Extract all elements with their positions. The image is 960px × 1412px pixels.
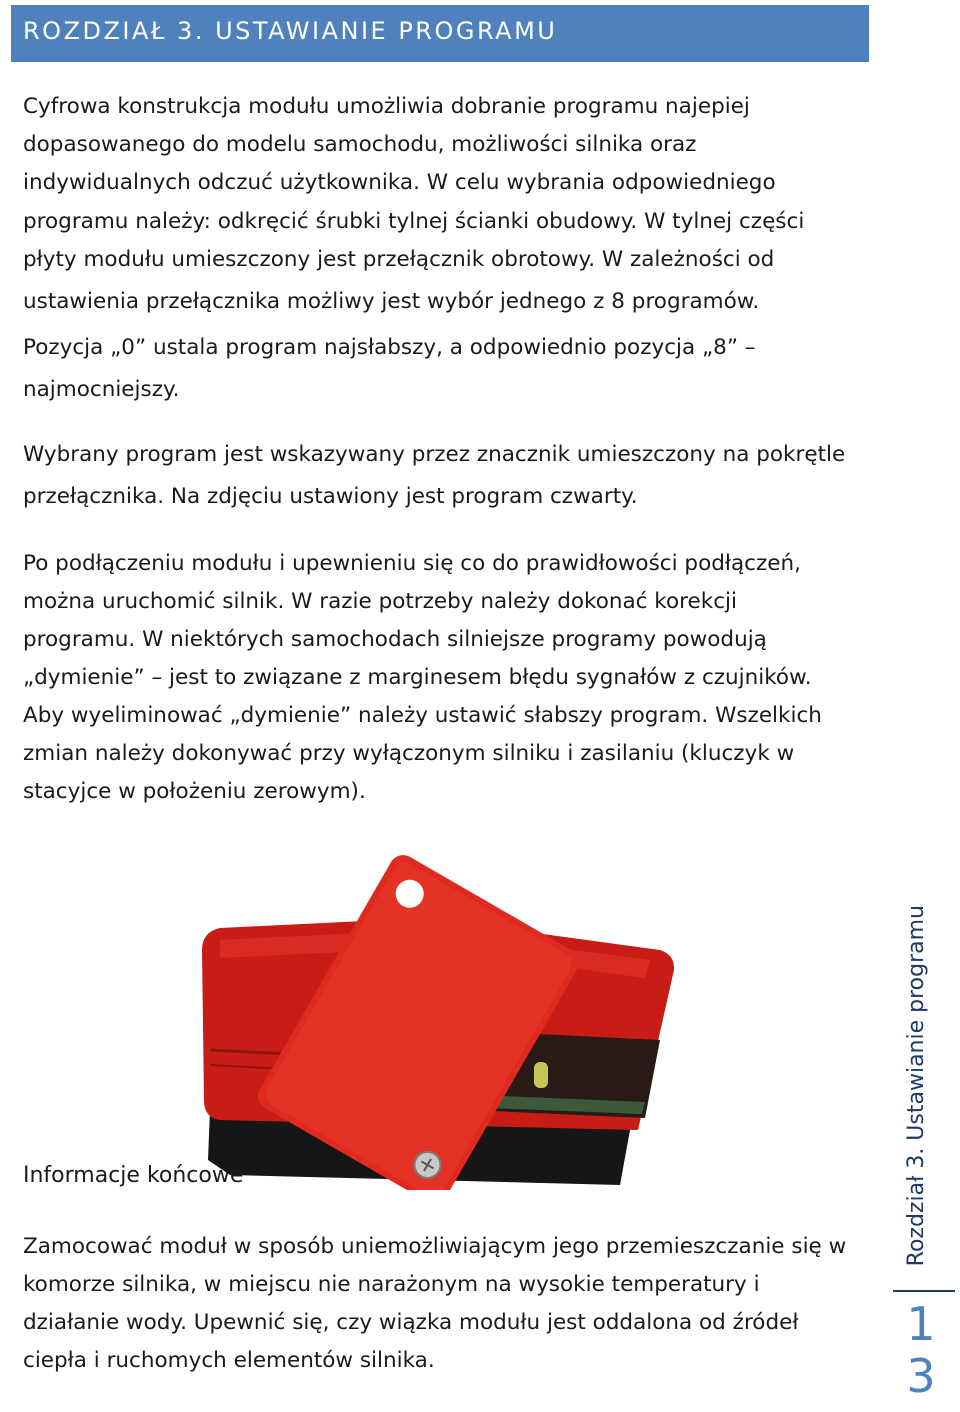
paragraph-correction: [23, 545, 864, 811]
page-number-digit: 1: [906, 1297, 936, 1351]
text-line: dopasowanego do modelu samochodu, możliwości silnika oraz: [23, 132, 697, 158]
text-line: indywidualnych odczuć użytkownika. W celu wybrania odpowiedniego: [23, 170, 776, 196]
section-heading-final-info: Informacje końcowe: [23, 1163, 244, 1188]
text-line: programu. W niektórych samochodach silniejsze programy powodują: [23, 627, 767, 652]
text-line: ustawienia przełącznika możliwy jest wybór jednego z 8 programów.: [23, 289, 760, 315]
text-line: ciepła i ruchomych elementów silnika.: [23, 1348, 435, 1373]
module-photo: [190, 800, 760, 1190]
paragraph-selected-program: [23, 434, 864, 518]
paragraph-program-selection: [23, 88, 864, 409]
text-line: Pozycja „0” ustala program najsłabszy, a odpowiednio pozycja „8” –: [23, 335, 756, 361]
text-line: działanie wody. Upewnić się, czy wiązka modułu jest oddalona od źródeł: [23, 1310, 799, 1335]
chapter-title: ROZDZIAŁ 3. USTAWIANIE PROGRAMU: [23, 17, 558, 45]
text-line: najmocniejszy.: [23, 377, 180, 403]
sidebar-chapter-label: Rozdział 3. Ustawianie programu: [904, 905, 929, 1267]
text-line: programu należy: odkręcić śrubki tylnej ścianki obudowy. W tylnej części: [23, 208, 805, 234]
text-line: Zamocować moduł w sposób uniemożliwiającym jego przemieszczanie się w: [23, 1234, 847, 1259]
text-line: Wybrany program jest wskazywany przez znacznik umieszczony na pokrętle: [23, 442, 846, 467]
text-line: stacyjce w położeniu zerowym).: [23, 779, 366, 804]
text-line: zmian należy dokonywać przy wyłączonym silniku i zasilaniu (kluczyk w: [23, 741, 795, 766]
chapter-header-bar: [11, 5, 869, 62]
text-line: Po podłączeniu modułu i upewnieniu się co do prawidłowości podłączeń,: [23, 551, 801, 576]
page-number: [905, 1298, 937, 1402]
text-line: Aby wyeliminować „dymienie” należy ustawić słabszy program. Wszelkich: [23, 703, 822, 728]
sidebar-divider: [893, 1290, 955, 1292]
text-line: Cyfrowa konstrukcja modułu umożliwia dobranie programu najepiej: [23, 94, 750, 119]
text-line: „dymienie” – jest to związane z marginesem błędu sygnałów z czujników.: [23, 665, 812, 690]
text-line: można uruchomić silnik. W razie potrzeby należy dokonać korekcji: [23, 589, 737, 614]
text-line: komorze silnika, w miejscu nie narażonym na wysokie temperatury i: [23, 1272, 760, 1297]
text-line: przełącznika. Na zdjęciu ustawiony jest program czwarty.: [23, 484, 638, 509]
text-line: płyty modułu umieszczony jest przełącznik obrotowy. W zależności od: [23, 246, 775, 272]
page-number-digit: 3: [906, 1349, 936, 1403]
paragraph-mounting: [23, 1228, 864, 1380]
